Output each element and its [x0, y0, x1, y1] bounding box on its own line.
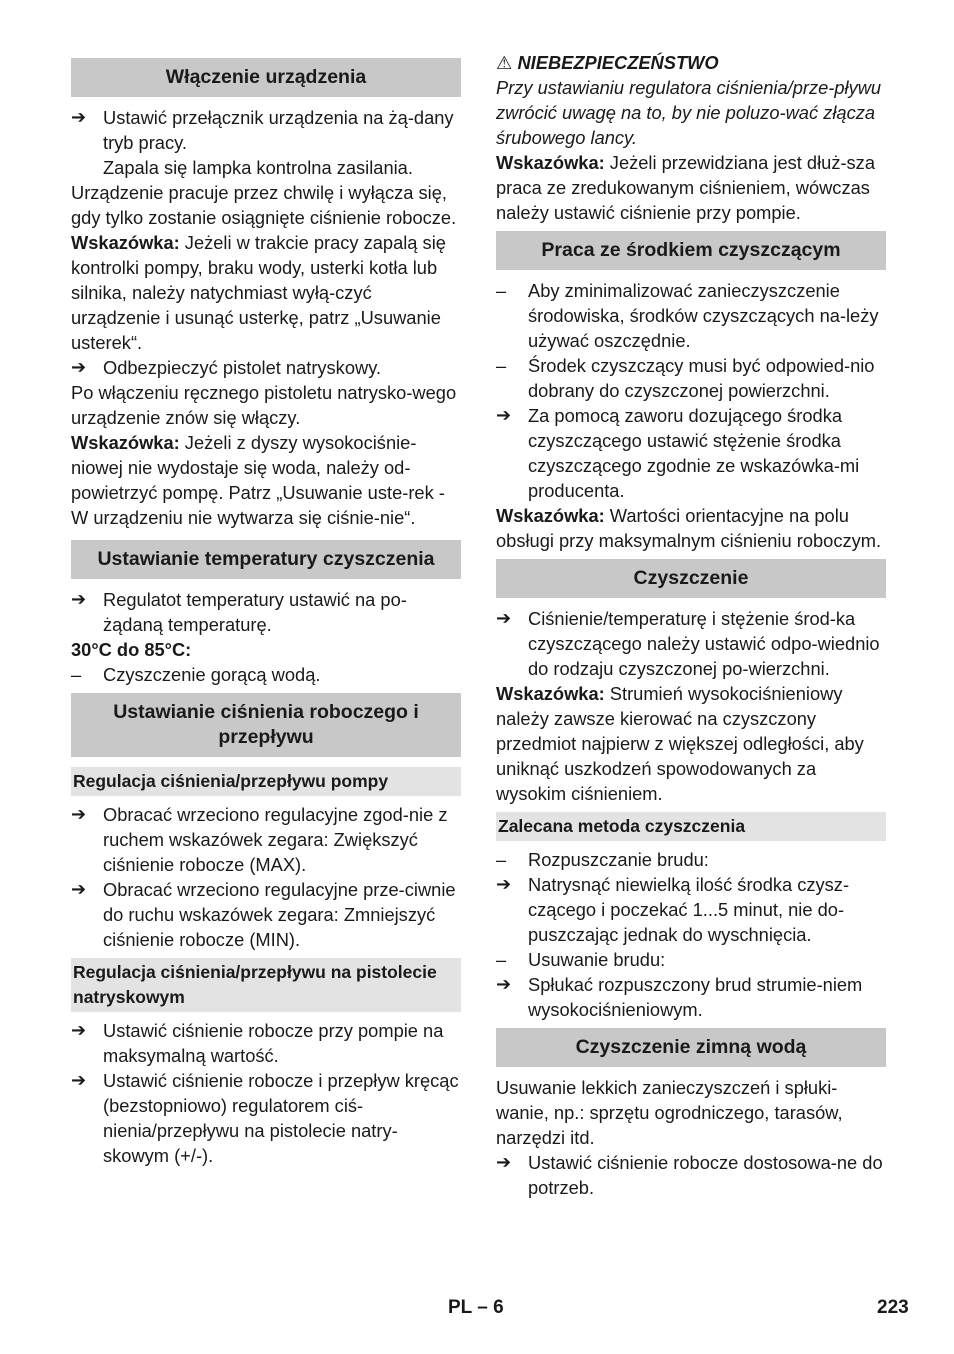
- step-text: Spłukać rozpuszczony brud strumie-niem wysokociśnieniowym.: [528, 974, 863, 1020]
- note-label: Wskazówka:: [71, 432, 180, 453]
- page-number: 223: [877, 1297, 909, 1318]
- step-text: Obracać wrzeciono regulacyjne zgod-nie z ruchem wskazówek zegara: Zwiększyć ciśnienie robocze (MAX).: [103, 804, 448, 875]
- page-label: [448, 1297, 504, 1319]
- arrow-icon: ➔: [496, 974, 512, 994]
- list-item: [496, 353, 886, 403]
- arrow-icon: ➔: [71, 107, 87, 127]
- dash-marker: –: [496, 949, 507, 970]
- list-text: Czyszczenie gorącą wodą.: [103, 664, 321, 685]
- list-item: [496, 847, 886, 872]
- section-heading-cold-water: Czyszczenie zimną wodą: [496, 1028, 886, 1067]
- dash-marker: –: [496, 355, 507, 376]
- arrow-icon: ➔: [71, 879, 87, 899]
- danger-label: NIEBEZPIECZEŃSTWO: [517, 52, 719, 73]
- dash-marker: –: [496, 849, 507, 870]
- step-text: Odbezpieczyć pistolet natryskowy.: [103, 357, 382, 378]
- subheading-pump-regulation: Regulacja ciśnienia/przepływu pompy: [71, 767, 461, 796]
- arrow-icon: ➔: [496, 405, 512, 425]
- step-text: Regulatot temperatury ustawić na po-żądaną temperaturę.: [103, 589, 407, 635]
- note: [496, 681, 886, 806]
- note-label: Wskazówka:: [71, 232, 180, 253]
- note-text: Wartości orientacyjne na polu obsługi przy maksymalnym ciśnieniu roboczym.: [496, 505, 882, 551]
- section-heading-temperature: Ustawianie temperatury czyszczenia: [71, 540, 461, 579]
- arrow-icon: ➔: [71, 1020, 87, 1040]
- language-code: PL: [448, 1297, 472, 1318]
- note-label: Wskazówka:: [496, 683, 605, 704]
- step-text: Ustawić przełącznik urządzenia na żą-dany tryb pracy.: [103, 107, 454, 153]
- note-label: Wskazówka:: [496, 505, 605, 526]
- section-heading-detergent: Praca ze środkiem czyszczącym: [496, 231, 886, 270]
- instruction-step: [496, 872, 886, 947]
- paragraph: Usuwanie lekkich zanieczyszczeń i spłuki-wanie, np.: sprzętu ogrodniczego, tarasów, narzędzi itd.: [496, 1077, 843, 1148]
- note: [496, 503, 886, 553]
- instruction-step: [71, 105, 461, 155]
- note: [71, 430, 461, 530]
- danger-text: Przy ustawianiu regulatora ciśnienia/prze-pływu zwrócić uwagę na to, by nie poluzo-wać złącza śrubowego lancy.: [496, 77, 882, 148]
- list-item: [496, 278, 886, 353]
- step-text: Ciśnienie/temperaturę i stężenie środ-ka czyszczącego należy ustawić odpo-wiednio do rodzaju czyszczonej po-wierzchni.: [528, 608, 880, 679]
- dash-marker: –: [71, 664, 82, 685]
- note-text: Strumień wysokociśnieniowy należy zawsze kierować na czyszczony przedmiot najpierw z większej odległości, aby uniknąć uszkodzeń spowodowanych za wysokim ciśnieniem.: [496, 683, 864, 804]
- subheading-recommended-method: Zalecana metoda czyszczenia: [496, 812, 886, 841]
- section-heading-cleaning: Czyszczenie: [496, 559, 886, 598]
- right-column: [496, 50, 886, 1200]
- list-text: Środek czyszczący musi być odpowied-nio dobrany do czyszczonej powierzchni.: [528, 355, 875, 401]
- left-column: [71, 50, 461, 1168]
- arrow-icon: ➔: [71, 804, 87, 824]
- arrow-icon: ➔: [496, 1152, 512, 1172]
- step-text: Ustawić ciśnienie robocze i przepływ kręcąc (bezstopniowo) regulatorem ciś-nienia/przepływu na pistolecie natry-skowym (+/-).: [103, 1070, 459, 1166]
- list-text: Usuwanie brudu:: [528, 949, 666, 970]
- section-heading-switch-on: Włączenie urządzenia: [71, 58, 461, 97]
- indented-result: Zapala się lampka kontrolna zasilania.: [103, 157, 413, 178]
- list-item: [71, 662, 461, 687]
- step-text: Ustawić ciśnienie robocze przy pompie na maksymalną wartość.: [103, 1020, 444, 1066]
- paragraph: Po włączeniu ręcznego pistoletu natrysko-wego urządzenie znów się włączy.: [71, 382, 457, 428]
- instruction-step: [71, 1018, 461, 1068]
- instruction-step: [71, 355, 461, 380]
- list-text: Aby zminimalizować zanieczyszczenie środowiska, środków czyszczących na-leży używać oszczędnie.: [528, 280, 879, 351]
- arrow-icon: ➔: [71, 357, 87, 377]
- paragraph: Urządzenie pracuje przez chwilę i wyłącza się, gdy tylko zostanie osiągnięte ciśnienie robocze.: [71, 182, 457, 228]
- instruction-step: [496, 1150, 886, 1200]
- danger-title: [496, 50, 886, 75]
- note-text: Jeżeli przewidziana jest dłuż-sza praca ze zredukowanym ciśnieniem, wówczas należy ustawić ciśnienie przy pompie.: [496, 152, 875, 223]
- note: [71, 230, 461, 355]
- instruction-step: [71, 587, 461, 637]
- arrow-icon: ➔: [496, 608, 512, 628]
- instruction-step: [71, 1068, 461, 1168]
- list-item: [496, 947, 886, 972]
- instruction-step: [71, 802, 461, 877]
- note-text: Jeżeli w trakcie pracy zapalą się kontrolki pompy, braku wody, usterki kotła lub silnika, należy natychmiast wyłą-czyć urządzenie i usunąć usterkę, patrz „Usuwanie usterek“.: [71, 232, 446, 353]
- dash-marker: –: [496, 280, 507, 301]
- arrow-icon: ➔: [71, 589, 87, 609]
- instruction-step: [496, 403, 886, 503]
- subheading-gun-regulation: Regulacja ciśnienia/przepływu na pistolecie natryskowym: [71, 958, 461, 1012]
- instruction-step: [496, 972, 886, 1022]
- note-label: Wskazówka:: [496, 152, 605, 173]
- section-heading-pressure: Ustawianie ciśnienia roboczego i przepływu: [71, 693, 461, 757]
- instruction-step: [71, 877, 461, 952]
- note-text: Jeżeli z dyszy wysokociśnie-niowej nie wydostaje się woda, należy od-powietrzyć pompę. Patrz „Usuwanie uste-rek - W urządzeniu nie wytwarza się ciśnie-nie“.: [71, 432, 445, 528]
- step-text: Ustawić ciśnienie robocze dostosowa-ne do potrzeb.: [528, 1152, 883, 1198]
- instruction-step: [496, 606, 886, 681]
- note: [496, 150, 886, 225]
- step-text: Obracać wrzeciono regulacyjne prze-ciwnie do ruchu wskazówek zegara: Zmniejszyć ciśnienie robocze (MIN).: [103, 879, 456, 950]
- step-text: Natrysnąć niewielką ilość środka czysz-czącego i poczekać 1...5 minut, nie do-puszczając jednak do wyschnięcia.: [528, 874, 850, 945]
- temperature-range: 30°C do 85°C:: [71, 639, 192, 660]
- arrow-icon: ➔: [496, 874, 512, 894]
- page-index: – 6: [477, 1297, 504, 1318]
- step-text: Za pomocą zaworu dozującego środka czyszczącego ustawić stężenie środka czyszczącego zgodnie ze wskazówka-mi producenta.: [528, 405, 860, 501]
- warning-triangle-icon: ⚠: [496, 52, 513, 73]
- list-text: Rozpuszczanie brudu:: [528, 849, 709, 870]
- arrow-icon: ➔: [71, 1070, 87, 1090]
